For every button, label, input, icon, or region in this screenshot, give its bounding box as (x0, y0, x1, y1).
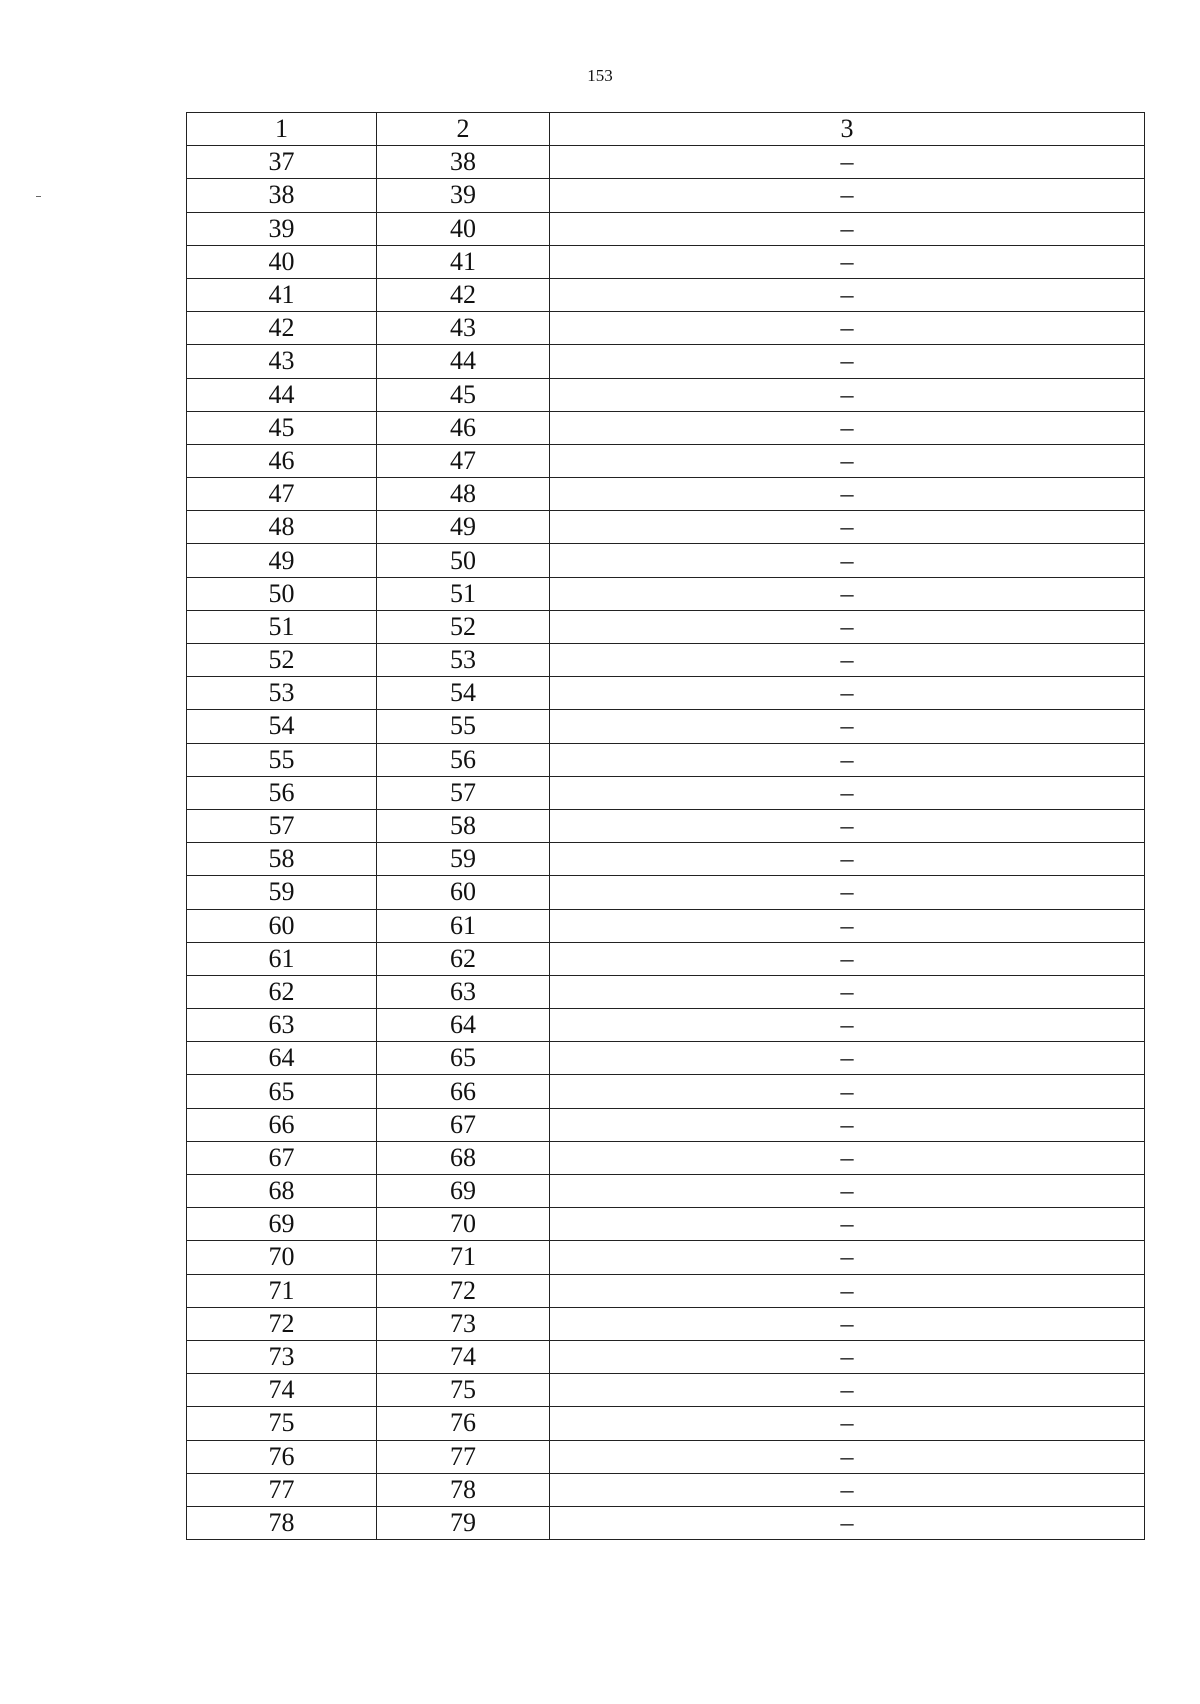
table-cell-col1: 45 (187, 411, 377, 444)
table-cell-col1: 47 (187, 478, 377, 511)
table-row (187, 942, 1145, 975)
table-cell-col2: 59 (377, 843, 550, 876)
table-cell-col1: 38 (187, 179, 377, 212)
table-cell-col2: 63 (377, 975, 550, 1008)
table-cell-col2: 45 (377, 378, 550, 411)
table-cell-col3: – (550, 411, 1145, 444)
table-cell-col1: 60 (187, 909, 377, 942)
table-row (187, 1141, 1145, 1174)
table-row (187, 212, 1145, 245)
table-cell-col1: 41 (187, 278, 377, 311)
table-cell-col3: – (550, 1208, 1145, 1241)
table-cell-col1: 58 (187, 843, 377, 876)
table-cell-col3: – (550, 1374, 1145, 1407)
table-row (187, 179, 1145, 212)
table-cell-col1: 66 (187, 1108, 377, 1141)
table-cell-col2: 56 (377, 743, 550, 776)
table-cell-col2: 61 (377, 909, 550, 942)
table-row (187, 1407, 1145, 1440)
table-row (187, 975, 1145, 1008)
table-cell-col3: – (550, 909, 1145, 942)
table-cell-col1: 64 (187, 1042, 377, 1075)
table-cell-col1: 57 (187, 809, 377, 842)
table-cell-col3: – (550, 179, 1145, 212)
table-cell-col3: – (550, 975, 1145, 1008)
table-cell-col3: – (550, 1241, 1145, 1274)
table-cell-col1: 59 (187, 876, 377, 909)
table-row (187, 245, 1145, 278)
table-cell-col2: 57 (377, 776, 550, 809)
table-cell-col3: – (550, 1009, 1145, 1042)
table-cell-col1: 61 (187, 942, 377, 975)
table-cell-col2: 51 (377, 577, 550, 610)
table-row (187, 1374, 1145, 1407)
table-row (187, 577, 1145, 610)
table-cell-col3: – (550, 1274, 1145, 1307)
table-cell-col2: 43 (377, 312, 550, 345)
table-cell-col1: 62 (187, 975, 377, 1008)
table-row (187, 378, 1145, 411)
table-cell-col2: 70 (377, 1208, 550, 1241)
table-row (187, 776, 1145, 809)
table-cell-col1: 71 (187, 1274, 377, 1307)
table-cell-col1: 43 (187, 345, 377, 378)
table-cell-col3: – (550, 1042, 1145, 1075)
table-cell-col1: 42 (187, 312, 377, 345)
table-row (187, 511, 1145, 544)
table-cell-col2: 74 (377, 1340, 550, 1373)
table-cell-col2: 64 (377, 1009, 550, 1042)
table-cell-col3: – (550, 1307, 1145, 1340)
column-header-2: 2 (377, 113, 550, 146)
table-cell-col2: 50 (377, 544, 550, 577)
table-cell-col3: – (550, 1175, 1145, 1208)
table-cell-col2: 53 (377, 644, 550, 677)
table-cell-col1: 52 (187, 644, 377, 677)
table-cell-col3: – (550, 1473, 1145, 1506)
table-cell-col2: 79 (377, 1506, 550, 1539)
table-cell-col2: 39 (377, 179, 550, 212)
table-row (187, 1473, 1145, 1506)
table-row (187, 544, 1145, 577)
table-row (187, 1009, 1145, 1042)
data-table (186, 112, 1145, 1540)
table-cell-col1: 75 (187, 1407, 377, 1440)
table-cell-col1: 74 (187, 1374, 377, 1407)
table-cell-col2: 38 (377, 146, 550, 179)
table-cell-col2: 77 (377, 1440, 550, 1473)
table-cell-col1: 78 (187, 1506, 377, 1539)
table-row (187, 345, 1145, 378)
table-cell-col2: 73 (377, 1307, 550, 1340)
table-row (187, 677, 1145, 710)
table-body (187, 146, 1145, 1540)
table-cell-col1: 76 (187, 1440, 377, 1473)
table-cell-col2: 68 (377, 1141, 550, 1174)
table-cell-col2: 67 (377, 1108, 550, 1141)
table-cell-col3: – (550, 942, 1145, 975)
table-cell-col3: – (550, 378, 1145, 411)
page-number: 153 (587, 66, 613, 85)
table-cell-col3: – (550, 1440, 1145, 1473)
table-row (187, 1274, 1145, 1307)
table-cell-col1: 56 (187, 776, 377, 809)
table-cell-col3: – (550, 345, 1145, 378)
table-row (187, 1506, 1145, 1539)
table-row (187, 444, 1145, 477)
table-cell-col2: 62 (377, 942, 550, 975)
table-cell-col1: 55 (187, 743, 377, 776)
table-cell-col2: 69 (377, 1175, 550, 1208)
table-cell-col2: 72 (377, 1274, 550, 1307)
column-header-3: 3 (550, 113, 1145, 146)
table-row (187, 312, 1145, 345)
table-cell-col1: 69 (187, 1208, 377, 1241)
table-row (187, 1108, 1145, 1141)
table-cell-col3: – (550, 245, 1145, 278)
table-cell-col3: – (550, 644, 1145, 677)
table-row (187, 876, 1145, 909)
table-row (187, 610, 1145, 643)
table-cell-col3: – (550, 1407, 1145, 1440)
table-cell-col3: – (550, 610, 1145, 643)
table-cell-col3: – (550, 843, 1145, 876)
table-cell-col1: 67 (187, 1141, 377, 1174)
table-cell-col2: 40 (377, 212, 550, 245)
table-cell-col1: 54 (187, 710, 377, 743)
table-cell-col1: 44 (187, 378, 377, 411)
table-cell-col2: 47 (377, 444, 550, 477)
table-row (187, 1440, 1145, 1473)
table-row (187, 1241, 1145, 1274)
table-row (187, 1175, 1145, 1208)
table-row (187, 146, 1145, 179)
table-cell-col3: – (550, 1108, 1145, 1141)
table-cell-col3: – (550, 312, 1145, 345)
table-cell-col1: 70 (187, 1241, 377, 1274)
table-cell-col2: 54 (377, 677, 550, 710)
table-cell-col3: – (550, 212, 1145, 245)
column-header-1: 1 (187, 113, 377, 146)
table-row (187, 909, 1145, 942)
scan-mark (36, 196, 41, 197)
table-cell-col2: 55 (377, 710, 550, 743)
table-cell-col2: 49 (377, 511, 550, 544)
table-cell-col1: 72 (187, 1307, 377, 1340)
table-row (187, 1307, 1145, 1340)
table-row (187, 1042, 1145, 1075)
table-cell-col2: 42 (377, 278, 550, 311)
table-cell-col3: – (550, 1141, 1145, 1174)
table-cell-col3: – (550, 146, 1145, 179)
table-cell-col3: – (550, 743, 1145, 776)
table-cell-col2: 58 (377, 809, 550, 842)
table-cell-col2: 46 (377, 411, 550, 444)
table-row (187, 710, 1145, 743)
table-cell-col1: 39 (187, 212, 377, 245)
table-cell-col3: – (550, 876, 1145, 909)
table-cell-col2: 66 (377, 1075, 550, 1108)
table-cell-col2: 76 (377, 1407, 550, 1440)
table-cell-col1: 73 (187, 1340, 377, 1373)
table-cell-col3: – (550, 511, 1145, 544)
table-cell-col2: 48 (377, 478, 550, 511)
table-row (187, 1340, 1145, 1373)
table-cell-col1: 68 (187, 1175, 377, 1208)
table-cell-col1: 50 (187, 577, 377, 610)
table-cell-col2: 44 (377, 345, 550, 378)
table-cell-col1: 77 (187, 1473, 377, 1506)
table-cell-col2: 78 (377, 1473, 550, 1506)
table-cell-col2: 60 (377, 876, 550, 909)
table-cell-col1: 46 (187, 444, 377, 477)
table-cell-col3: – (550, 278, 1145, 311)
table-cell-col2: 65 (377, 1042, 550, 1075)
table-cell-col3: – (550, 444, 1145, 477)
table-cell-col1: 53 (187, 677, 377, 710)
table-row (187, 843, 1145, 876)
table-row (187, 1075, 1145, 1108)
table-row (187, 278, 1145, 311)
table-cell-col3: – (550, 677, 1145, 710)
header-row (187, 113, 1145, 146)
table-cell-col2: 41 (377, 245, 550, 278)
table-cell-col1: 37 (187, 146, 377, 179)
table-cell-col1: 65 (187, 1075, 377, 1108)
table-row (187, 809, 1145, 842)
table-row (187, 1208, 1145, 1241)
table-cell-col1: 48 (187, 511, 377, 544)
table-cell-col2: 75 (377, 1374, 550, 1407)
table-row (187, 743, 1145, 776)
table-cell-col3: – (550, 1075, 1145, 1108)
table-cell-col1: 51 (187, 610, 377, 643)
table-cell-col3: – (550, 710, 1145, 743)
table-header (187, 113, 1145, 146)
table-cell-col3: – (550, 776, 1145, 809)
table-cell-col1: 49 (187, 544, 377, 577)
table-row (187, 478, 1145, 511)
table-cell-col3: – (550, 544, 1145, 577)
table-cell-col1: 63 (187, 1009, 377, 1042)
table-cell-col3: – (550, 577, 1145, 610)
table-cell-col2: 71 (377, 1241, 550, 1274)
table-row (187, 644, 1145, 677)
table-cell-col3: – (550, 1506, 1145, 1539)
table-row (187, 411, 1145, 444)
table-cell-col3: – (550, 809, 1145, 842)
table-cell-col3: – (550, 1340, 1145, 1373)
table-cell-col3: – (550, 478, 1145, 511)
table-cell-col2: 52 (377, 610, 550, 643)
table-cell-col1: 40 (187, 245, 377, 278)
